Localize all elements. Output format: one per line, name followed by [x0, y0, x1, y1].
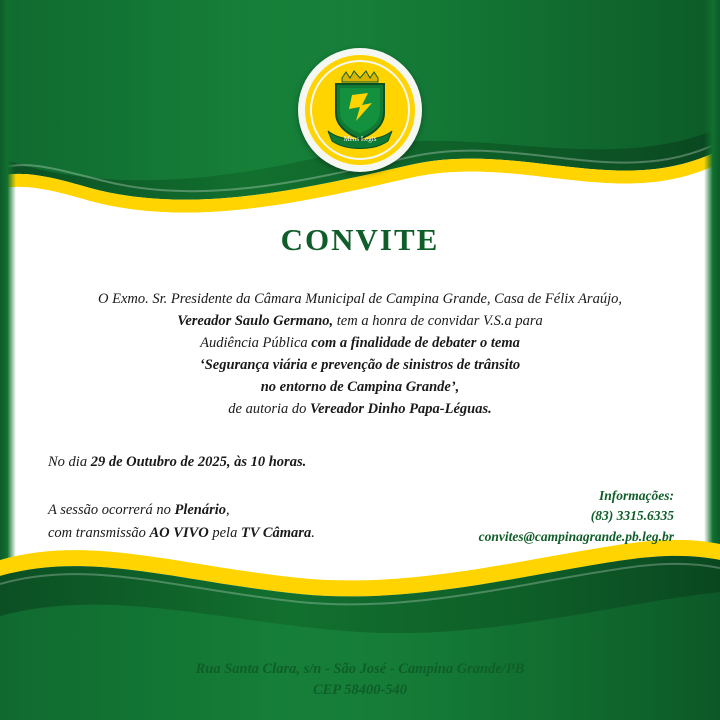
brasao-campina-grande-icon [298, 48, 422, 172]
contact-email[interactable]: convites@campinagrande.pb.leg.br [478, 528, 674, 544]
body-line-1: O Exmo. Sr. Presidente da Câmara Municipal de Campina Grande, Casa de Félix Araújo, [98, 291, 622, 307]
body-line-4: ‘Segurança viária e prevenção de sinistros de trânsito [199, 357, 521, 374]
footer-street: Rua Santa Clara, s/n - São José - Campina Grande/PB [195, 660, 525, 677]
contact-info-block [479, 486, 674, 547]
footer-postal: CEP 58400-540 [312, 682, 408, 699]
event-date-line: No dia 29 de Outubro de 2025, às 10 horas. [48, 454, 307, 471]
body-line-6: de autoria do Vereador Dinho Papa-Léguas. [228, 401, 492, 418]
invitation-content [0, 200, 720, 544]
contact-phone[interactable]: (83) 3315.6335 [590, 508, 674, 524]
crest-motto-text: Mens Legis [343, 135, 377, 143]
page-title: CONVITE [280, 222, 440, 257]
body-line-2: Vereador Saulo Germano, tem a honra de convidar V.S.a para [177, 313, 543, 330]
invitation-body [46, 288, 674, 420]
session-location-line: A sessão ocorrerá no Plenário, [48, 502, 230, 519]
body-line-3: Audiência Pública com a finalidade de debater o tema [200, 335, 520, 352]
contact-heading: Informações: [599, 488, 674, 503]
crest-yellow-ring [305, 55, 415, 165]
footer-address [0, 659, 720, 703]
session-broadcast-line: com transmissão AO VIVO pela TV Câmara. [48, 524, 315, 541]
body-line-5: no entorno de Campina Grande’, [260, 379, 460, 396]
crest-shield-icon [322, 69, 398, 151]
